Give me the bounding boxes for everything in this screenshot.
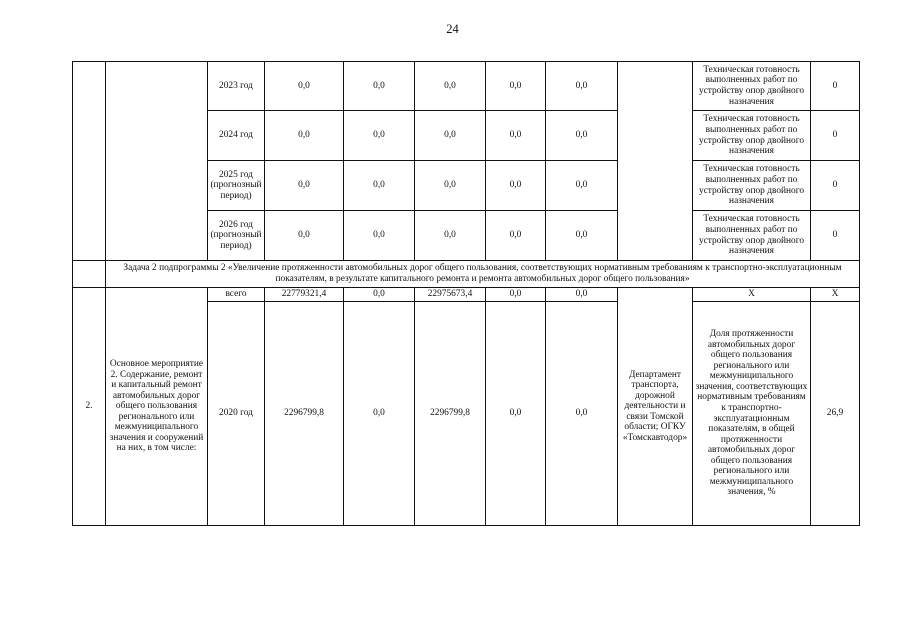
value-cell: 0,0 <box>546 211 618 261</box>
task-description: Задача 2 подпрограммы 2 «Увеличение протяженности автомобильных дорог общего пользования, соответствующих нормативным требованиям к транспортно-эксплуатационным показателям, в результате капитального ремонта и ремонта автомобильных дорог общего пользования» <box>106 261 860 288</box>
value-cell: 0,0 <box>344 161 415 211</box>
indicator-value-cell: 0 <box>811 211 860 261</box>
activity-name: Основное мероприятие 2. Содержание, ремонт и капитальный ремонт автомобильных дорог общего пользования регионального или межмуниципального значения и сооружений на них, в том числе: <box>106 288 208 526</box>
value-cell: 0,0 <box>486 111 546 161</box>
indicator-cell: Техническая готовность выполненных работ по устройству опор двойного назначения <box>693 111 811 161</box>
empty-cell <box>106 62 208 261</box>
indicator-cell: Х <box>693 288 811 302</box>
value-cell: 0,0 <box>486 211 546 261</box>
task-row <box>73 261 860 288</box>
value-cell: 0,0 <box>546 111 618 161</box>
year-cell: 2020 год <box>208 302 265 526</box>
value-cell: 0,0 <box>546 62 618 111</box>
indicator-value-cell: 0 <box>811 161 860 211</box>
value-cell: 0,0 <box>546 288 618 302</box>
value-cell: 0,0 <box>546 161 618 211</box>
year-cell: 2025 год (прогнозный период) <box>208 161 265 211</box>
value-cell: 22975673,4 <box>415 288 486 302</box>
year-cell: 2026 год (прогнозный период) <box>208 211 265 261</box>
year-cell: всего <box>208 288 265 302</box>
value-cell: 2296799,8 <box>415 302 486 526</box>
indicator-value-cell: 26,9 <box>811 302 860 526</box>
value-cell: 0,0 <box>344 62 415 111</box>
year-cell: 2024 год <box>208 111 265 161</box>
value-cell: 0,0 <box>546 302 618 526</box>
indicator-value-cell: Х <box>811 288 860 302</box>
year-cell: 2023 год <box>208 62 265 111</box>
indicator-cell: Техническая готовность выполненных работ по устройству опор двойного назначения <box>693 62 811 111</box>
empty-cell <box>73 261 106 288</box>
page-number: 24 <box>446 22 459 36</box>
value-cell: 0,0 <box>415 161 486 211</box>
value-cell: 0,0 <box>486 288 546 302</box>
value-cell: 0,0 <box>486 161 546 211</box>
value-cell: 0,0 <box>415 62 486 111</box>
value-cell: 0,0 <box>344 302 415 526</box>
empty-cell <box>73 62 106 261</box>
value-cell: 0,0 <box>265 111 344 161</box>
value-cell: 2296799,8 <box>265 302 344 526</box>
empty-cell <box>618 62 693 261</box>
value-cell: 0,0 <box>415 211 486 261</box>
indicator-cell: Доля протяженности автомобильных дорог общего пользования регионального или межмуниципального значения, соответствующих нормативным требованиям к транспортно-эксплуатационным показателям, в общей протяженности автомобильных дорог общего пользования регионального или межмуниципального значения, % <box>693 302 811 526</box>
program-table <box>72 61 860 526</box>
indicator-value-cell: 0 <box>811 62 860 111</box>
value-cell: 0,0 <box>344 211 415 261</box>
value-cell: 22779321,4 <box>265 288 344 302</box>
value-cell: 0,0 <box>265 62 344 111</box>
value-cell: 0,0 <box>486 302 546 526</box>
indicator-value-cell: 0 <box>811 111 860 161</box>
executor-cell: Департамент транспорта, дорожной деятельности и связи Томской области; ОГКУ «Томскавтодор» <box>618 288 693 526</box>
indicator-cell: Техническая готовность выполненных работ по устройству опор двойного назначения <box>693 161 811 211</box>
indicator-cell: Техническая готовность выполненных работ по устройству опор двойного назначения <box>693 211 811 261</box>
table-row <box>73 288 860 302</box>
table-row <box>73 62 860 111</box>
activity-number: 2. <box>73 288 106 526</box>
value-cell: 0,0 <box>415 111 486 161</box>
value-cell: 0,0 <box>344 111 415 161</box>
value-cell: 0,0 <box>265 161 344 211</box>
value-cell: 0,0 <box>486 62 546 111</box>
value-cell: 0,0 <box>265 211 344 261</box>
value-cell: 0,0 <box>344 288 415 302</box>
